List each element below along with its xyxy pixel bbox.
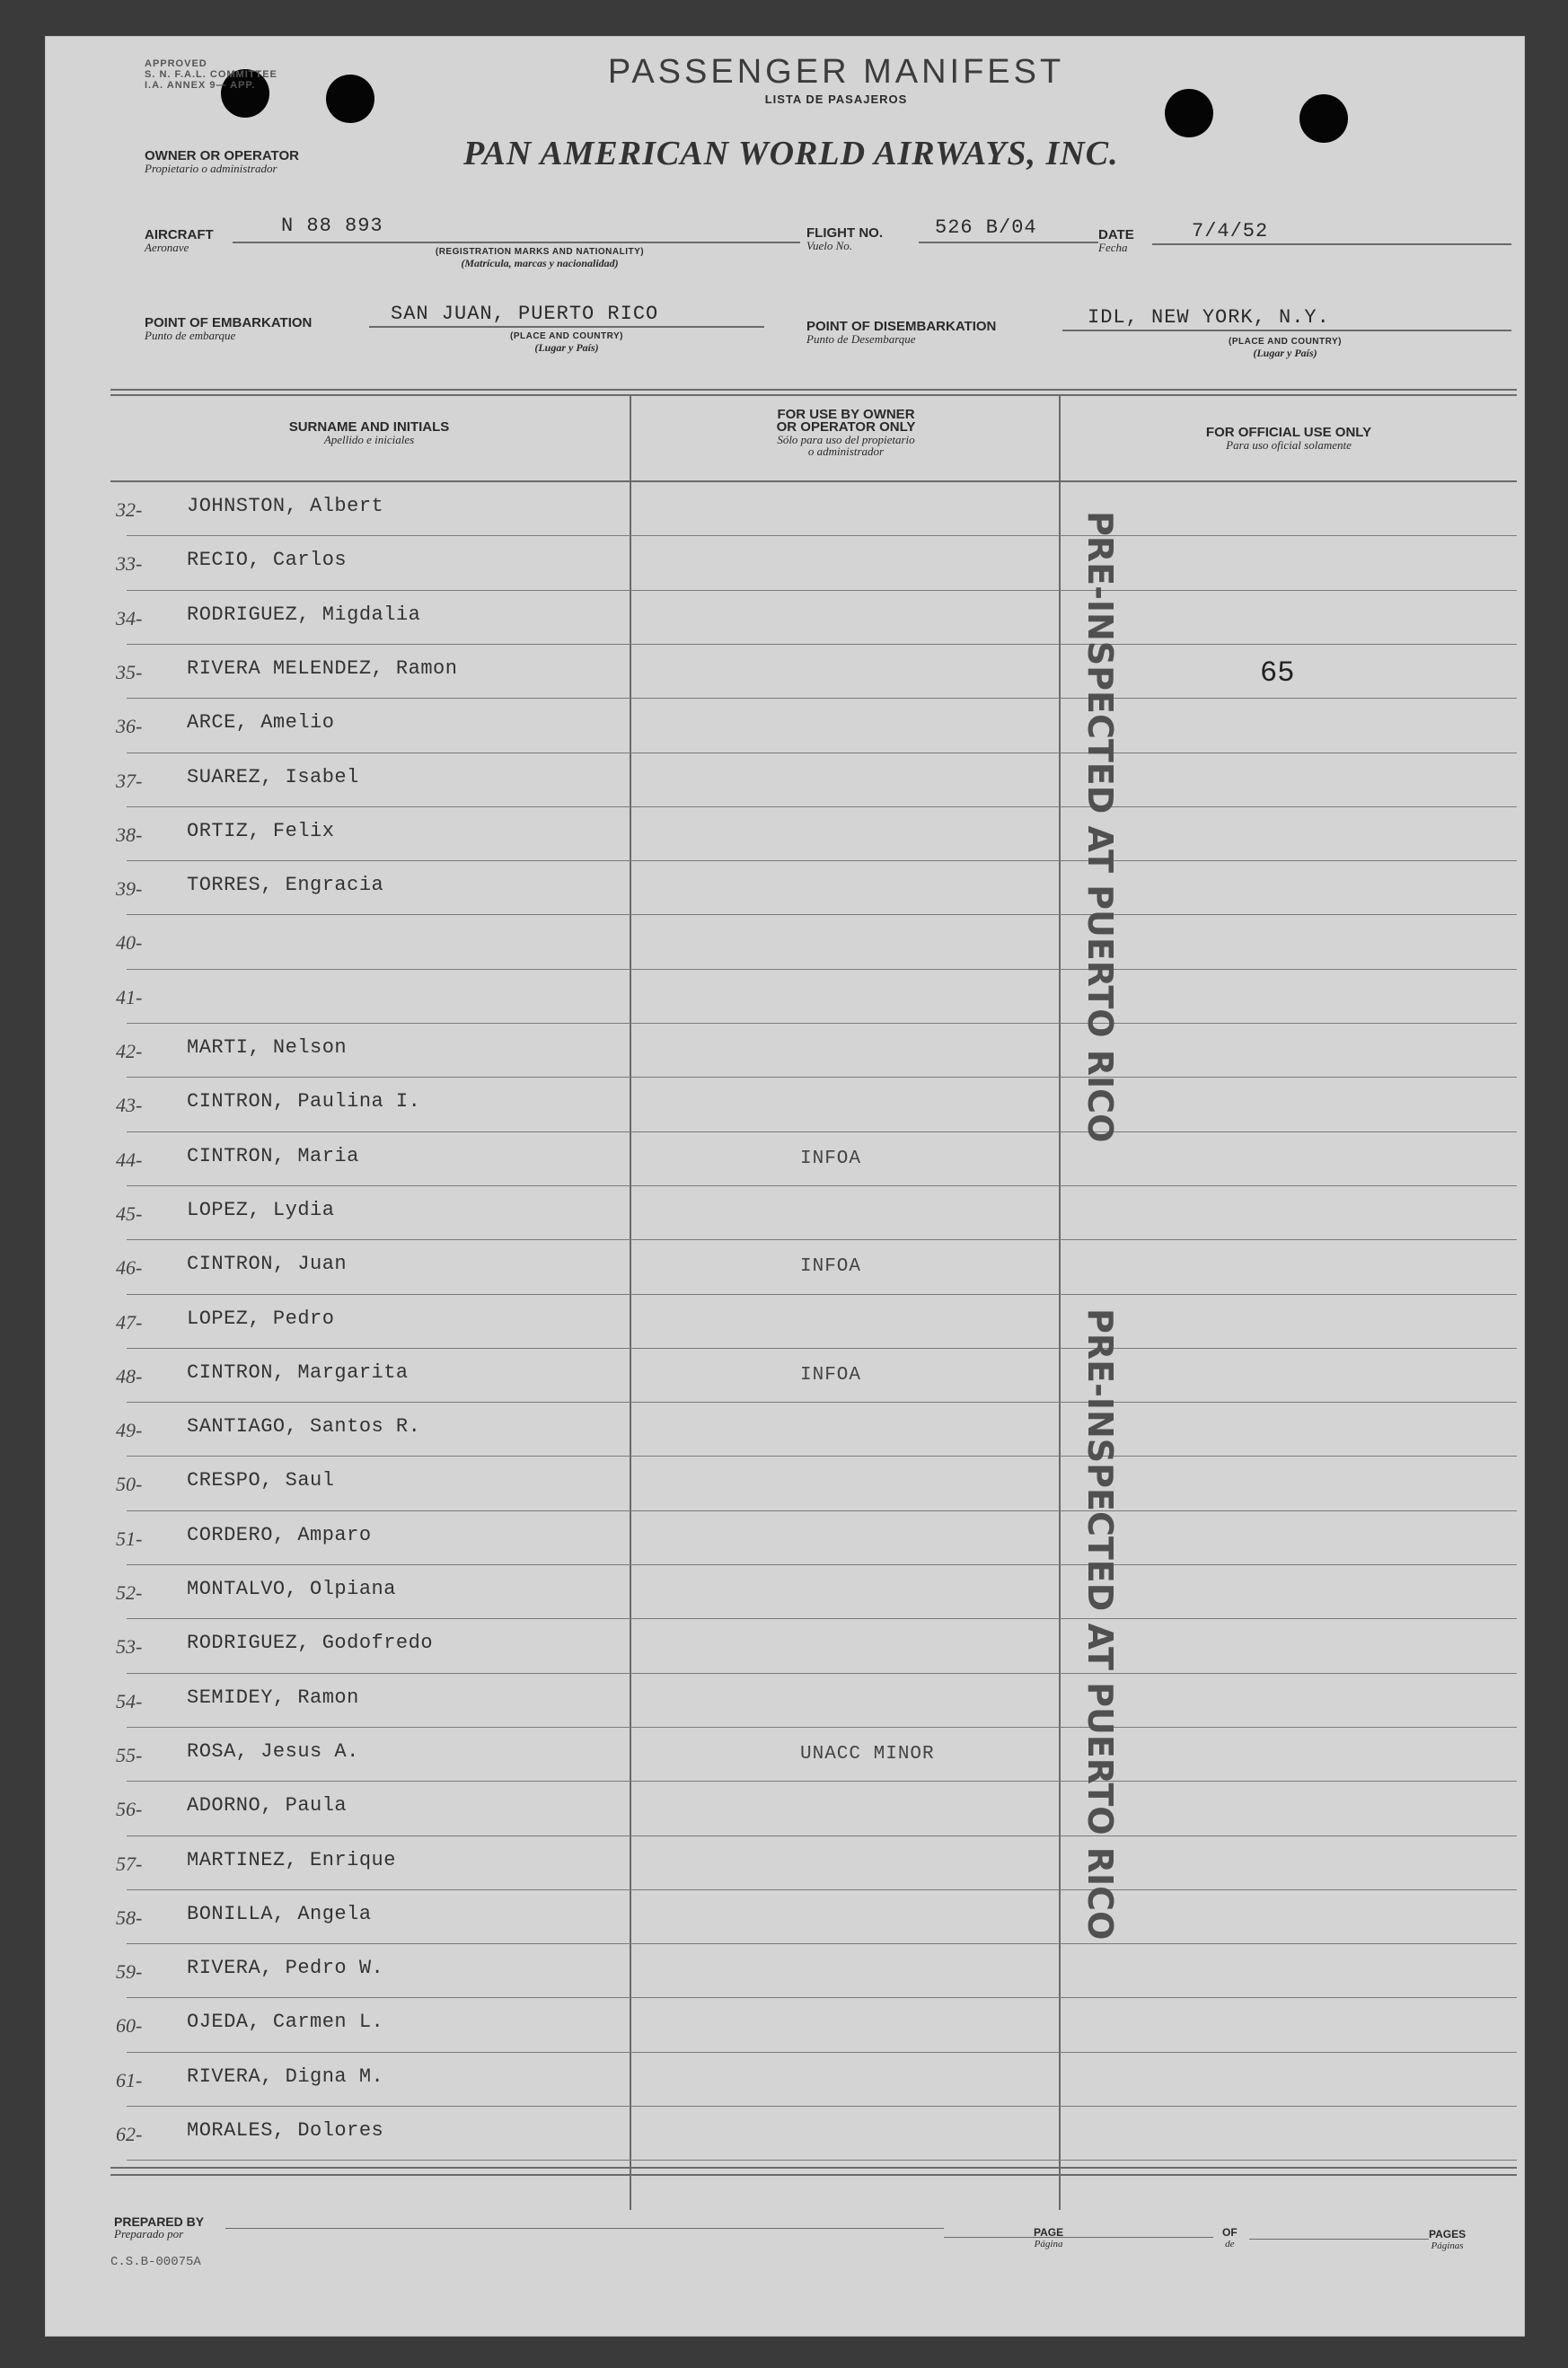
of-label: OF [1222, 2226, 1238, 2239]
passenger-name: RECIO, Carlos [187, 549, 348, 572]
prepared-label: PREPARED BY [114, 2214, 205, 2229]
passenger-name: CINTRON, Margarita [187, 1360, 409, 1384]
form-code: C.S.B-00075A [110, 2255, 201, 2269]
disembark-note-es: (Lugar y País) [1253, 347, 1317, 359]
row-rule [127, 1185, 1517, 1186]
row-rule [127, 1348, 1517, 1349]
row-number: 45- [116, 1202, 143, 1225]
passenger-name: CINTRON, Paulina I. [187, 1090, 421, 1114]
row-number: 42- [116, 1040, 143, 1062]
approval-line-2: S. N. F.A.L. COMMITTEE [145, 69, 277, 80]
row-rule [127, 1294, 1517, 1295]
approval-line-3: I.A. ANNEX 9— APP. [145, 80, 256, 91]
aircraft-label: AIRCRAFT [145, 227, 214, 242]
flight-sublabel: Vuelo No. [806, 239, 853, 252]
approval-block [145, 58, 277, 91]
owner-value: PAN AMERICAN WORLD AIRWAYS, INC. [463, 135, 1119, 172]
passenger-name: CRESPO, Saul [187, 1469, 335, 1492]
date-label: DATE [1098, 227, 1134, 242]
passenger-name: CINTRON, Maria [187, 1144, 359, 1167]
row-number: 33- [116, 552, 143, 576]
registration-note-block [369, 247, 710, 269]
column-divider-2 [1059, 396, 1061, 2210]
owner-note: INFOA [800, 1256, 862, 1278]
column-header-surname [118, 421, 621, 445]
row-number: 44- [116, 1148, 143, 1171]
row-rule [127, 1997, 1517, 1998]
owner-use-header-2: OR OPERATOR ONLY [776, 419, 916, 435]
row-rule [127, 1835, 1517, 1836]
row-rule [127, 590, 1517, 591]
passenger-name: OJEDA, Carmen L. [187, 2011, 384, 2034]
pre-inspected-stamp-upper: PRE-INSPECTED AT PUERTO RICO [1080, 511, 1120, 1143]
passenger-name: MARTINEZ, Enrique [187, 1848, 396, 1871]
row-number: 47- [116, 1310, 143, 1334]
official-header: FOR OFFICIAL USE ONLY [1205, 425, 1372, 440]
row-rule [127, 1077, 1517, 1078]
pages-block [1429, 2228, 1466, 2252]
row-number: 49- [116, 1419, 143, 1442]
surname-header: SURNAME AND INITIALS [288, 419, 450, 435]
of-block [1222, 2226, 1238, 2250]
passenger-name: CORDERO, Amparo [187, 1523, 372, 1546]
prepared-block [114, 2215, 204, 2240]
row-rule [127, 860, 1517, 861]
official-header-es: Para uso oficial solamente [1226, 438, 1352, 452]
row-number: 60- [116, 2014, 143, 2038]
passenger-name: MORALES, Dolores [187, 2119, 384, 2142]
passenger-name: SUAREZ, Isabel [187, 765, 359, 788]
pages-label-es: Páginas [1431, 2240, 1464, 2251]
row-number: 56- [116, 1798, 143, 1821]
row-rule [127, 1402, 1517, 1403]
row-rule [127, 1889, 1517, 1890]
row-rule [127, 1564, 1517, 1565]
official-number: 65 [1260, 656, 1295, 690]
disembark-sublabel: Punto de Desembarque [806, 332, 916, 346]
punch-hole-top-right-1 [1165, 89, 1213, 137]
owner-note: INFOA [800, 1364, 862, 1386]
row-number: 43- [116, 1094, 143, 1117]
row-rule [127, 1023, 1517, 1024]
row-rule [127, 806, 1517, 807]
embark-label-block [145, 317, 312, 341]
row-number: 37- [116, 769, 143, 792]
embark-value: SAN JUAN, PUERTO RICO [391, 303, 659, 325]
manifest-sheet [45, 36, 1525, 2337]
page-underline [944, 2237, 1213, 2238]
date-underline [1152, 243, 1511, 245]
punch-hole-top-right-2 [1299, 94, 1348, 143]
row-number: 32- [116, 498, 143, 521]
row-rule [127, 1943, 1517, 1944]
row-number: 58- [116, 1906, 143, 1929]
pages-label: PAGES [1429, 2228, 1467, 2240]
passenger-name: ADORNO, Paula [187, 1794, 348, 1818]
passenger-name: ARCE, Amelio [187, 711, 335, 735]
prepared-underline [225, 2228, 944, 2229]
row-number: 46- [116, 1256, 143, 1280]
owner-note: UNACC MINOR [800, 1743, 935, 1765]
row-number: 34- [116, 606, 143, 629]
of-label-es: de [1225, 2239, 1235, 2249]
flight-underline [919, 242, 1098, 243]
row-number: 57- [116, 1852, 143, 1875]
owner-use-header-es: Sólo para uso del propietario [777, 433, 915, 446]
row-number: 59- [116, 1960, 143, 1984]
aircraft-value: N 88 893 [281, 215, 383, 237]
column-header-official [1064, 427, 1513, 451]
disembark-value: IDL, NEW YORK, N.Y. [1088, 306, 1330, 329]
table-bottom-rule-2 [110, 2174, 1517, 2176]
row-number: 35- [116, 660, 143, 683]
passenger-name: ROSA, Jesus A. [187, 1739, 359, 1763]
flight-label: FLIGHT NO. [806, 225, 883, 241]
registration-note-es: (Matrícula, marcas y nacionalidad) [461, 257, 619, 269]
row-rule [127, 1239, 1517, 1240]
column-header-owner-use [635, 409, 1057, 457]
embark-label: POINT OF EMBARKATION [145, 315, 313, 330]
date-value: 7/4/52 [1192, 220, 1269, 242]
passenger-name: ORTIZ, Felix [187, 819, 335, 842]
row-rule [127, 1781, 1517, 1782]
row-number: 51- [116, 1527, 143, 1550]
of-underline [1249, 2239, 1429, 2240]
disembark-underline [1062, 330, 1511, 331]
row-number: 55- [116, 1743, 143, 1766]
column-divider-1 [630, 396, 631, 2210]
row-number: 38- [116, 823, 143, 846]
passenger-name: MONTALVO, Olpiana [187, 1578, 396, 1600]
aircraft-label-block [145, 229, 214, 253]
passenger-name: LOPEZ, Lydia [187, 1198, 335, 1221]
owner-note: INFOA [800, 1148, 862, 1169]
surname-header-es: Apellido e iniciales [323, 433, 415, 446]
passenger-name: RODRIGUEZ, Migdalia [187, 603, 421, 626]
page-label-es: Página [1034, 2239, 1063, 2249]
row-number: 62- [116, 2123, 143, 2145]
approval-line-1: APPROVED [145, 58, 207, 69]
disembark-label-block [806, 321, 996, 345]
row-number: 50- [116, 1473, 143, 1496]
owner-label: OWNER OR OPERATOR [145, 148, 299, 163]
row-number: 41- [116, 985, 143, 1008]
row-rule [127, 1673, 1517, 1674]
row-number: 61- [116, 2068, 143, 2091]
passenger-name: SANTIAGO, Santos R. [187, 1415, 421, 1439]
passenger-name: BONILLA, Angela [187, 1902, 372, 1925]
embark-note-es: (Lugar y País) [534, 341, 599, 354]
row-rule [127, 2160, 1517, 2161]
table-bottom-rule-1 [110, 2167, 1517, 2169]
passenger-name: SEMIDEY, Ramon [187, 1686, 359, 1709]
passenger-name: CINTRON, Juan [187, 1253, 348, 1276]
table-top-rule-1 [110, 389, 1517, 391]
aircraft-underline [233, 242, 800, 243]
aircraft-sublabel: Aeronave [145, 241, 189, 254]
passenger-name: RIVERA MELENDEZ, Ramon [187, 656, 458, 680]
owner-use-header-es-2: o administrador [807, 445, 885, 458]
flight-value: 526 B/04 [935, 216, 1037, 239]
row-rule [127, 1727, 1517, 1728]
row-rule [127, 1456, 1517, 1457]
row-rule [127, 1510, 1517, 1511]
passenger-name: TORRES, Engracia [187, 874, 384, 897]
passenger-name: LOPEZ, Pedro [187, 1307, 335, 1330]
manifest-subtitle: LISTA DE PASAJEROS [764, 92, 908, 106]
embark-sublabel: Punto de embarque [145, 329, 236, 342]
passenger-name: MARTI, Nelson [187, 1036, 348, 1059]
page-block [1034, 2226, 1063, 2250]
owner-label-block [145, 150, 299, 174]
manifest-title: PASSENGER MANIFEST [607, 53, 1065, 91]
passenger-name: RODRIGUEZ, Godofredo [187, 1632, 434, 1655]
row-rule [127, 1131, 1517, 1132]
row-rule [127, 535, 1517, 536]
row-number: 39- [116, 877, 143, 901]
row-number: 48- [116, 1364, 143, 1387]
row-number: 40- [116, 931, 143, 955]
owner-use-header: FOR USE BY OWNER [777, 407, 915, 422]
embark-underline [369, 326, 764, 328]
row-rule [127, 914, 1517, 915]
date-sublabel: Fecha [1098, 241, 1128, 254]
date-label-block [1098, 229, 1134, 253]
punch-hole-top-left-2 [326, 75, 374, 123]
passenger-name: RIVERA, Pedro W. [187, 1957, 384, 1980]
row-number: 52- [116, 1581, 143, 1604]
row-number: 54- [116, 1689, 143, 1712]
embark-note-block [450, 331, 683, 354]
row-rule [127, 644, 1517, 645]
row-rule [127, 698, 1517, 699]
owner-sublabel: Propietario o administrador [145, 162, 277, 175]
prepared-label-es: Preparado por [114, 2227, 184, 2240]
row-rule [127, 1618, 1517, 1619]
registration-note: (REGISTRATION MARKS AND NATIONALITY) [435, 247, 645, 257]
row-number: 53- [116, 1635, 143, 1659]
row-rule [127, 2106, 1517, 2107]
row-number: 36- [116, 715, 143, 738]
flight-label-block [806, 227, 883, 251]
row-rule [127, 2052, 1517, 2053]
pre-inspected-stamp-lower: PRE-INSPECTED AT PUERTO RICO [1080, 1308, 1120, 1941]
disembark-note: (PLACE AND COUNTRY) [1229, 337, 1342, 347]
embark-note: (PLACE AND COUNTRY) [510, 331, 623, 341]
header-bottom-rule [110, 480, 1517, 482]
table-top-rule-2 [110, 394, 1517, 396]
row-rule [127, 969, 1517, 970]
disembark-label: POINT OF DISEMBARKATION [806, 319, 997, 334]
passenger-name: RIVERA, Digna M. [187, 2064, 384, 2088]
page-label: PAGE [1034, 2226, 1064, 2239]
passenger-name: JOHNSTON, Albert [187, 495, 384, 517]
disembark-note-block [1168, 337, 1402, 359]
